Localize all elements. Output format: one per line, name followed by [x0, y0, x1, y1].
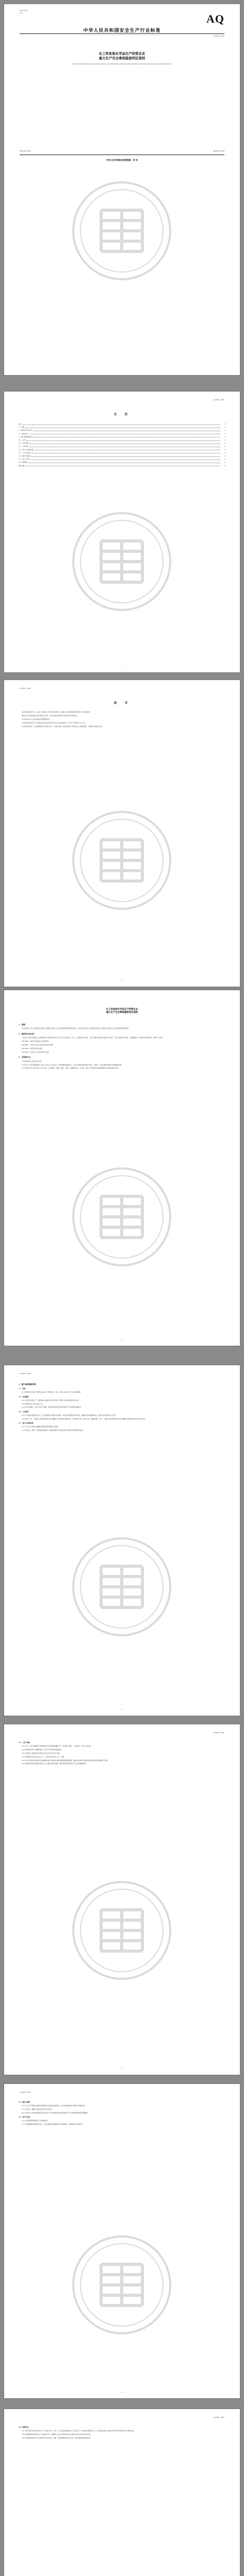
body-page-3	[4, 1724, 240, 2075]
toc-entry-page: 2	[224, 439, 225, 442]
toc-entry-page: 4	[224, 458, 225, 461]
toc-leader	[29, 445, 220, 447]
foreword-paragraph: 本文件由中华人民共和国应急管理部提出。	[22, 718, 52, 720]
page-number: 2	[121, 1708, 123, 1710]
toc-entry-page: 3	[224, 451, 225, 454]
seal-watermark	[70, 179, 173, 282]
section-paragraph: 4.7.1 未制定操作规程和工艺控制指标。	[22, 2120, 49, 2122]
toc-heading: 目 次	[113, 413, 131, 416]
section-paragraph: 4.5.4 使用淘汰落后安全技术工艺、设备目录列出的工艺、设备。	[22, 1755, 66, 1758]
toc-entry[interactable]	[19, 464, 225, 467]
seal-watermark	[70, 2233, 173, 2336]
body-title	[4, 1008, 240, 1014]
section-paragraph: 4.3.2 构成一级、二级重大危险源的危险化学品罐区未实现紧急切断功能；涉及毒性气体、液化气体、剧毒液体的一级、二级重大危险源的危险化学品罐区未配备独立的安全仪表系统。	[22, 1417, 147, 1420]
toc-entry-page: 5	[224, 461, 225, 464]
section-heading: 4.6 储存与装卸	[19, 2101, 30, 2103]
toc-entry-label: 4.8 特殊作业	[19, 461, 29, 464]
section-paragraph: 4.5.2 地区架空电力线路穿越生产区且不符合国家标准要求。	[22, 1748, 63, 1751]
section-heading: 3 术语和定义	[19, 1056, 31, 1059]
toc-leader	[35, 435, 220, 438]
section-paragraph: 4.6.3 未建立与岗位相匹配的全员安全生产责任制或者未制定实施生产安全事故隐患排查治理制度。	[22, 2111, 89, 2114]
cover-title-line2: 重大生产安全事故隐患判定准则	[99, 57, 145, 60]
body2-text	[19, 1381, 225, 1433]
running-header: AQ 3057—2024	[20, 2091, 31, 2093]
toc-entry-page: 6	[224, 464, 225, 467]
seal-watermark	[70, 1165, 173, 1268]
section-paragraph: 本文件规定了化工和危险化学品生产经营企业重大生产安全事故隐患的判定要求。本文件适用于化工和危险化学品生产经营企业重大生产安全事故隐患的判定。	[22, 1027, 131, 1030]
toc-entry-label: 4 重大事故隐患判定	[19, 435, 34, 438]
section-heading: 4.1 总则	[19, 1387, 26, 1390]
section-paragraph: 4.5.1 光气、氯气等剧毒气体及硫化氢气体管道穿越除厂区（包括化工园区、工业园区）外的公共区域。	[22, 1744, 92, 1747]
running-header: AQ 3057—2024	[213, 2416, 224, 2418]
section-paragraph: 4.5.5 涉及可燃和有毒有害气体泄漏的场所未按国家标准设置检测报警装置，爆炸危险场所未按国家标准安装使用防爆电气设备。	[22, 1759, 109, 1761]
foreword-paragraph: 请注意本文件的某些内容可能涉及专利。本文件的发布机构不承担识别专利的责任。	[22, 714, 79, 717]
toc-entry-page: 4	[224, 455, 225, 457]
toc-leader	[23, 422, 220, 425]
section-paragraph: 下列术语和定义适用于本文件。	[22, 1060, 44, 1062]
section-paragraph: GB 50160 石油化工企业设计防火标准	[22, 1050, 49, 1053]
section-paragraph: 4.8.3 未按国家标准分区分类储存危险化学品，超量、超品种储存危险化学品，相互禁配物质混放混存。	[22, 2436, 92, 2439]
section-paragraph: 4.4.2 液化烃、液氨、液氯等易燃易爆、有毒有害液化气体的充装未使用万向管道充装系统。	[22, 1429, 85, 1431]
toc-entry-label: 4.6 储存与装卸	[19, 455, 30, 457]
running-header: AQ 3057—2024	[213, 399, 224, 401]
section-heading: 4.7 电气与仪表	[19, 2116, 30, 2119]
section-paragraph: 4.5.3 在役化工装置未经正规设计且未进行安全设计诊断。	[22, 1752, 61, 1754]
toc-entry-label: 4.4 设计与总图布置	[19, 448, 34, 451]
section-paragraph: 4.8.1 新开发的危险化学品生产工艺未经小试、中试、工业化试验直接进行工业化生产；国内首次使用的化工工艺未经过省级人民政府有关部门组织的安全可靠性论证。	[22, 2429, 136, 2432]
toc-entry-page: 2	[224, 435, 225, 438]
standard-number: AQ 3057—2024	[213, 35, 224, 37]
toc-leader	[34, 448, 220, 451]
section-paragraph: 4.2.2 特种作业人员未持证上岗。	[22, 1402, 44, 1405]
toc-entry-page: 1	[224, 432, 225, 435]
ics-number: ICS 13.100	[20, 9, 28, 11]
section-paragraph: 3.2 危险化学品 hazardous chemicals：具有毒害、腐蚀、爆炸、燃烧、助燃等性质，对人体、设施、环境具有危害的剧毒化学品和其他化学品。	[22, 1067, 120, 1070]
toc-entry-label: 4.1 总则	[19, 439, 26, 442]
body-title-line2: 重大生产安全事故隐患判定准则	[106, 1011, 138, 1014]
seal-watermark	[70, 1535, 173, 1638]
page-number: 4	[121, 2391, 123, 2393]
section-paragraph: 3.1 重大生产安全事故隐患 major accident potential：危害和整改难度较大，应当全部或者局部停产停业，并经过一定时间整改治理方能排除的隐患。	[22, 1063, 123, 1066]
section-heading: 4.3 人员资质	[19, 1410, 29, 1413]
toc-entry-label: 4.3 人员资质	[19, 445, 29, 448]
toc-leader	[26, 438, 220, 441]
section-paragraph: GB 18218 危险化学品重大危险源辨识	[22, 1040, 49, 1043]
section-paragraph: 4.2.3 涉及“两重点一重大”的生产装置、储存设施外部安全防护距离不符合国家标准要求。	[22, 1406, 83, 1409]
page-number: Ⅱ	[121, 979, 123, 981]
foreword-paragraph: 本文件起草单位：应急管理部化学品登记中心、中国石油化工股份有限公司青岛安全工程研究院、中国化学品安全协会。	[22, 725, 104, 727]
section-paragraph: 4.8.2 新建装置未制定试生产方案投料开车；精细化工企业未按规范性文件要求开展反应安全风险评估。	[22, 2433, 92, 2435]
foreword-paragraph: 本文件由全国安全生产标准化技术委员会化学品安全分技术委员会（SAC/TC 288/SC 3）归口。	[22, 721, 87, 724]
section-heading: 4.5 工艺与设备	[19, 1741, 30, 1743]
page-number: 3	[121, 2067, 123, 2070]
page-number: 1	[121, 1338, 123, 1341]
toc-entry-page: 3	[224, 448, 225, 451]
cover-title-line1: 化工和危险化学品生产经营企业	[99, 52, 145, 56]
section-heading: 4 重大事故隐患判定	[19, 1383, 37, 1385]
section-paragraph: 化工和危险化学品生产经营企业存在下列情形之一的，应判定为重大生产安全事故隐患。	[22, 1391, 83, 1394]
toc-entry-label: 3 术语和定义	[19, 432, 29, 435]
toc-entry-page: Ⅱ	[224, 423, 225, 425]
toc-leader	[33, 429, 220, 431]
running-header: AQ 3057—2024	[20, 687, 31, 689]
section-heading: 2 规范性引用文件	[19, 1032, 35, 1035]
toc-entry-label: 4.2 安全管理	[19, 442, 29, 445]
cover-top-rule	[20, 33, 224, 34]
foreword-paragraph: 本文件按照GB/T 1.1—2020《标准化工作导则 第1部分：标准化文件的结构和起草规则》的规定起草。	[22, 711, 92, 713]
cover-english-title: Criteria for determining major accident potential in chemical industry enterprises and in hazardous chemical production and operation enterprises	[72, 63, 172, 65]
seal-watermark	[70, 510, 173, 613]
foreword-page	[4, 680, 240, 987]
body4-text	[19, 2099, 225, 2127]
aq-logo: AQ	[206, 12, 224, 25]
toc-leader	[31, 451, 220, 454]
body3-text	[19, 1740, 225, 1766]
cover-title	[4, 52, 240, 61]
section-paragraph: 4.3.1 涉及重点监管危险化工工艺的装置未实现自动化控制，系统未实现紧急停车功能，装备的自动化控制系统、紧急停车系统未投入使用。	[22, 1414, 117, 1416]
section-heading: 4.2 安全管理	[19, 1395, 29, 1398]
body-page-5	[4, 2409, 240, 2576]
section-paragraph: GB 30871 危险化学品企业特殊作业安全规范	[22, 1044, 54, 1046]
issuer: 中华人民共和国应急管理部 发 布	[106, 159, 138, 161]
cover-page	[4, 4, 240, 375]
body1-text	[19, 1021, 225, 1071]
standard-name: 中华人民共和国安全生产行业标准	[83, 28, 161, 33]
ccs-number: C 67	[20, 12, 23, 14]
toc-entry-label: 4.7 电气与仪表	[19, 458, 30, 461]
section-paragraph: 下列文件中的内容通过文中的规范性引用而构成本文件必不可少的条款。其中，注日期的引用文件，仅该日期对应的版本适用于本文件；不注日期的引用文件，其最新版本（包括所有的修改单）适用于本文件。	[22, 1037, 165, 1039]
body-page-4	[4, 2084, 240, 2398]
toc-entry-label: 4.5 工艺与设备	[19, 451, 30, 454]
body-title-line1: 化工和危险化学品生产经营企业	[106, 1008, 138, 1010]
toc-entry-label: 1 范围	[19, 426, 24, 429]
section-paragraph: 4.4.1 全压力式液化烃储罐未按国家标准设置注水措施。	[22, 1425, 60, 1428]
section-paragraph: 4.2.1 危险化学品生产、经营单位主要负责人和安全生产管理人员未依法经考核合格。	[22, 1399, 80, 1401]
toc-leader	[25, 426, 220, 428]
toc-entry-page: 1	[224, 426, 225, 429]
toc-entry-page: 1	[224, 429, 225, 432]
seal-watermark	[70, 1879, 173, 1982]
toc-list	[19, 422, 225, 467]
section-paragraph: 4.6.2 安全阀、爆破片等安全附件未正常投用。	[22, 2108, 54, 2110]
section-paragraph: 4.5.6 控制室或机柜间面向具有火灾、爆炸危险性装置一侧不满足国家标准关于防火防爆的要求。	[22, 1762, 88, 1765]
toc-leader	[31, 454, 220, 457]
section-paragraph: 4.6.1 化工生产装置未按国家标准要求设置双重电源供电，自动化控制系统未设置不间断电源。	[22, 2104, 86, 2107]
section-heading: 4.4 设计与总图布置	[19, 1422, 34, 1425]
toc-leader	[30, 432, 220, 435]
running-header: AQ 3057—2024	[213, 1732, 224, 1734]
toc-leader	[29, 442, 220, 444]
running-header: AQ 3057—2024	[20, 1372, 31, 1375]
toc-leader	[26, 464, 220, 467]
toc-leader	[29, 461, 220, 463]
implement-date: 2024-09-01 实施	[213, 150, 224, 152]
toc-entry-page: 2	[224, 442, 225, 445]
section-paragraph: GB 50016 建筑设计防火规范	[22, 1047, 43, 1049]
section-heading: 4.8 特殊作业	[19, 2426, 29, 2428]
body5-text	[19, 2425, 225, 2441]
section-paragraph: 4.7.2 未按照国家标准制定动火、进入受限空间等特殊作业管理制度，或者制度未有效执行。	[22, 2123, 85, 2125]
body-page-2	[4, 1365, 240, 1716]
seal-watermark	[70, 809, 173, 912]
toc-leader	[31, 457, 220, 460]
foreword-heading: 前 言	[113, 702, 131, 705]
section-heading: 1 范围	[19, 1024, 25, 1026]
toc-entry-label: 前言	[19, 423, 22, 425]
ics-code	[20, 9, 27, 14]
toc-entry-page: 2	[224, 445, 225, 448]
publish-date: 2024-03-14 发布	[20, 150, 31, 152]
toc-entry-label: 参考文献	[19, 464, 25, 467]
foreword-text	[19, 711, 225, 729]
body-page-1	[4, 990, 240, 1346]
toc-entry-label: 2 规范性引用文件	[19, 429, 32, 432]
toc-page	[4, 392, 240, 672]
